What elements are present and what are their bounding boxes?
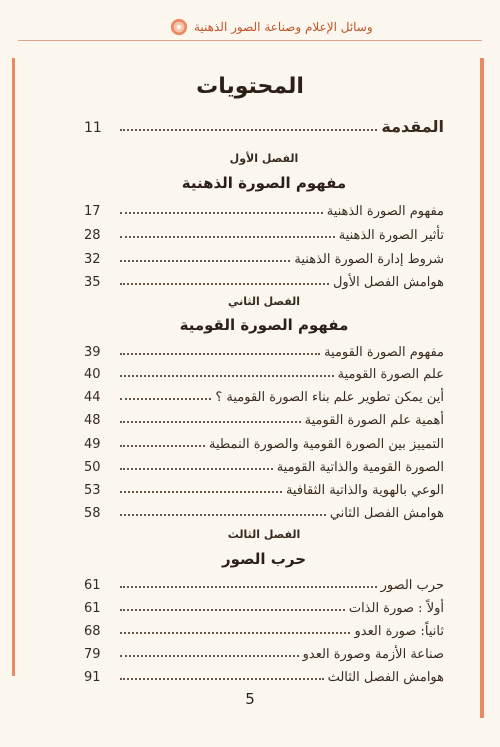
toc-entry-label: الوعي بالهوية والذاتية الثقافية [285,483,444,498]
toc-entry-label: أهمية علم الصورة القومية [304,413,444,428]
toc-entry-label: التمييز بين الصورة القومية والصورة النمطية [209,437,444,452]
running-header [170,12,470,42]
toc-row [84,432,444,452]
toc-entry-label: ثانياً: صورة العدو [354,624,444,639]
toc-entry-label: صناعة الأزمة وصورة العدو [302,647,444,662]
left-edge-stripe [12,58,15,676]
toc-intro-row [84,116,444,136]
dot-leader [120,421,301,423]
header-rule [18,40,482,41]
chapter-label: الفصل الثالث [227,528,301,541]
toc-row [84,619,444,639]
dot-leader [120,468,273,470]
toc-row [84,199,444,219]
toc-page-number: 32 [84,252,101,267]
toc-row [84,455,444,475]
chapter-title: حرب الصور [221,550,307,568]
dot-leader [120,632,350,634]
toc-page-number: 68 [84,624,101,639]
toc-page-number: 49 [84,437,101,452]
dot-leader [120,491,282,493]
toc-page-number: 35 [84,275,101,290]
chapter-title: مفهوم الصورة القومية [179,316,349,334]
running-header-title: وسائل الإعلام وصناعة الصور الذهنية [194,20,373,34]
toc-row [84,385,444,405]
toc-page-number: 40 [84,367,101,382]
toc-page-number: 61 [84,578,101,593]
toc-row [84,596,444,616]
dot-leader [120,655,299,657]
toc-row [84,247,444,267]
toc-entry-label: مفهوم الصورة القومية [324,345,444,360]
toc-page-number: 28 [84,228,101,243]
toc-page-number: 58 [84,506,101,521]
dot-leader [120,398,211,400]
chapter-label: الفصل الثاني [227,295,301,308]
toc-row [84,362,444,382]
toc-entry-label: مفهوم الصورة الذهنية [326,204,444,219]
dot-leader [120,445,205,447]
contents-title: المحتويات [196,74,304,99]
dot-leader [120,609,345,611]
dot-leader [120,283,329,285]
toc-page-number: 91 [84,670,101,685]
toc-entry-label: هوامش الفصل الثالث [327,670,444,685]
toc-row [84,642,444,662]
toc-page-number: 39 [84,345,101,360]
toc-row [84,270,444,290]
dot-leader [120,260,290,262]
toc-row [84,478,444,498]
toc-row [84,665,444,685]
dot-leader [120,353,320,355]
toc-entry-label: أين يمكن تطوير علم بناء الصورة القومية ؟ [215,390,444,405]
toc-entry-label: هوامش الفصل الأول [332,275,444,290]
dot-leader [120,129,377,131]
toc-page-number: 11 [84,120,102,136]
toc-page-number: 61 [84,601,101,616]
page-number: 5 [245,690,255,708]
dot-leader [120,212,323,214]
toc-page-number: 17 [84,204,101,219]
toc-row [84,340,444,360]
chapter-title: مفهوم الصورة الذهنية [181,174,347,192]
toc-page-number: 53 [84,483,101,498]
toc-row [84,501,444,521]
toc-entry-label: الصورة القومية والذاتية القومية [276,460,444,475]
toc-page-number: 48 [84,413,101,428]
dot-leader [120,514,326,516]
right-edge-stripe [480,58,484,718]
toc-row [84,408,444,428]
toc-row [84,573,444,593]
toc-entry-label: تأثير الصورة الذهنية [338,228,444,243]
toc-entry-label: المقدمة [381,117,444,136]
cd-disc-icon [170,18,188,36]
dot-leader [120,236,335,238]
toc-entry-label: حرب الصور [380,578,444,593]
chapter-label: الفصل الأول [229,152,299,165]
toc-page-number: 79 [84,647,101,662]
toc-page-number: 44 [84,390,101,405]
dot-leader [120,375,334,377]
dot-leader [120,586,377,588]
toc-entry-label: علم الصورة القومية [337,367,444,382]
toc-entry-label: أولاً : صورة الذات [348,601,444,616]
toc-row [84,223,444,243]
toc-page-number: 50 [84,460,101,475]
dot-leader [120,678,324,680]
toc-entry-label: شروط إدارة الصورة الذهنية [294,252,444,267]
toc-entry-label: هوامش الفصل الثاني [329,506,444,521]
